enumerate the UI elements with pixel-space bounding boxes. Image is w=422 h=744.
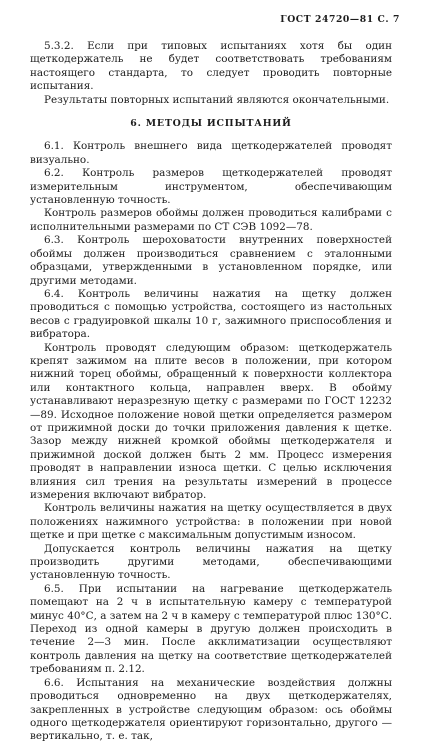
paragraph-6-3: 6.3. Контроль шероховатости внутренних поверхностей обоймы должен производиться сравнением с эталонными образцами, утвержденными в установленном порядке, или другими методами. <box>30 234 392 287</box>
paragraph-6-4: 6.4. Контроль величины нажатия на щетку должен проводиться с помощью устройства, состоящего из настольных весов с градуировкой шкалы 10 г, зажимного приспособления и вибратора. <box>30 287 392 341</box>
paragraph-5-3-2: 5.3.2. Если при типовых испытаниях хотя бы один щеткодержатель не будет соответствовать требованиям настоящего стандарта, то следует проводить повторные испытания. <box>30 40 392 93</box>
paragraph-6-4-positions: Контроль величины нажатия на щетку осуществляется в двух положениях нажимного устройства: в положении при новой щетке и при щетке с максимальным допустимым износом. <box>30 502 392 542</box>
paragraph-6-2: 6.2. Контроль размеров щеткодержателей проводят измерительным инструментом, обеспечивающим установленную точность. <box>30 167 392 207</box>
page-header: ГОСТ 24720—81 С. 7 <box>280 14 400 25</box>
paragraph-6-6: 6.6. Испытания на механические воздействия должны проводиться одновременно на двух щеткодержателях, закрепленных в устройстве следующим образом: ось обоймы одного щеткодержателя ориентируют горизонтально, другого — вертикально, т. е. так, <box>30 676 392 743</box>
section-title: 6. МЕТОДЫ ИСПЫТАНИЙ <box>130 118 292 130</box>
paragraph-6-4-other-methods: Допускается контроль величины нажатия на щетку производить другими методами, обеспечивающими установленную точность. <box>30 542 392 582</box>
paragraph-6-5: 6.5. При испытании на нагревание щеткодержатель помещают на 2 ч в испытательную камеру с температурой минус 40°С, а затем на 2 ч в камеру с температурой плюс 130°С. Переход из одной камеры в другую должен происходить в течение 2—3 мин. После акклиматизации осуществляют контроль давления на щетку на соответствие щеткодержателей требованиям п. 2.12. <box>30 582 392 676</box>
text-column <box>30 40 392 744</box>
paragraph-6-2-calibers: Контроль размеров обоймы должен проводиться калибрами с исполнительными размерами по СТ СЭВ 1092—78. <box>30 207 392 233</box>
paragraph-6-1: 6.1. Контроль внешнего вида щеткодержателей проводят визуально. <box>30 140 392 166</box>
paragraph-6-4-procedure: Контроль проводят следующим образом: щеткодержатель крепят зажимом на плите весов в положении, при котором нижний торец обоймы, обращенный к поверхности коллектора или контактного кольца, направлен вверх. В обойму устанавливают неразрезную щетку с размерами по ГОСТ 12232—89. Исходное положение новой щетки определяется размером от прижимной доски до точки приложения давления к щетке. Зазор между нижней кромкой обоймы щеткодержателя и прижимной доской должен быть 2 мм. Процесс измерения проводят в направлении износа щетки. С целью исключения влияния сил трения на результаты измерений в процессе измерения включают вибратор. <box>30 341 392 501</box>
paragraph-results: Результаты повторных испытаний являются окончательными. <box>44 93 390 106</box>
